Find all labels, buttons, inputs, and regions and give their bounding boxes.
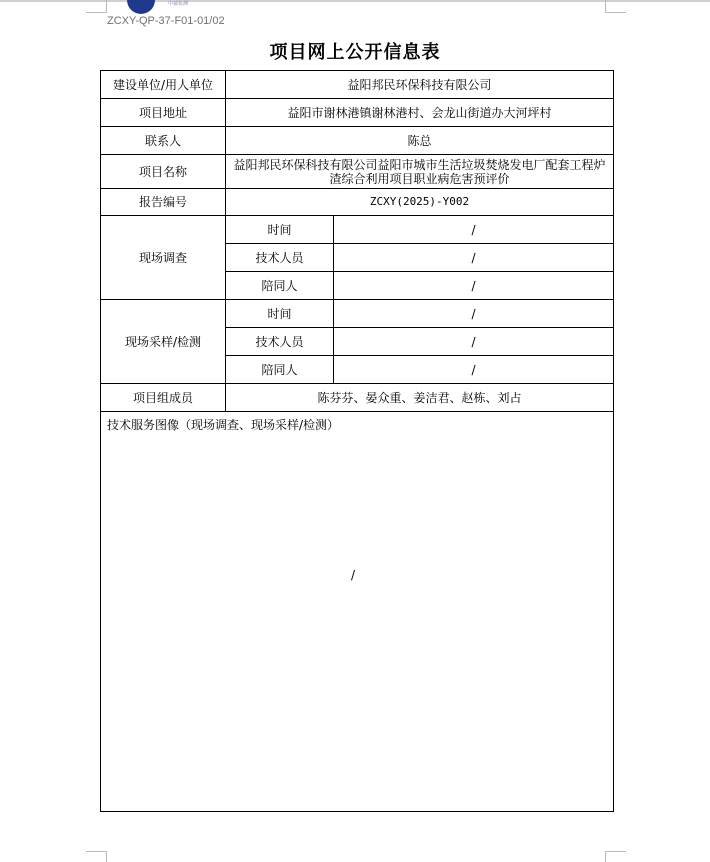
table-row bbox=[101, 189, 614, 216]
row-value: 益阳邦民环保科技有限公司益阳市城市生活垃圾焚烧发电厂配套工程炉渣综合利用项目职业病危害预评价 bbox=[226, 155, 614, 189]
row-label: 项目组成员 bbox=[101, 384, 226, 412]
table-row bbox=[101, 71, 614, 99]
section-label-sampling: 现场采样/检测 bbox=[101, 300, 226, 384]
margin-mark-bottom-right bbox=[605, 851, 626, 862]
sub-value: / bbox=[334, 300, 614, 328]
document-number: ZCXY-QP-37-F01-01/02 bbox=[107, 15, 225, 27]
sub-value: / bbox=[334, 244, 614, 272]
sub-label: 陪同人 bbox=[226, 356, 334, 384]
logo-caption: 中诚检测 bbox=[168, 1, 189, 7]
section-label-survey: 现场调查 bbox=[101, 216, 226, 300]
sub-label: 时间 bbox=[226, 300, 334, 328]
company-logo-icon bbox=[127, 0, 155, 14]
info-table bbox=[100, 70, 614, 812]
row-label: 项目名称 bbox=[101, 155, 226, 189]
sub-value: / bbox=[334, 216, 614, 244]
table-row bbox=[101, 384, 614, 412]
service-images-label: 技术服务图像（现场调查、现场采样/检测） bbox=[107, 418, 340, 432]
row-label: 联系人 bbox=[101, 127, 226, 155]
table-row bbox=[101, 127, 614, 155]
table-row bbox=[101, 300, 614, 328]
page-title: 项目网上公开信息表 bbox=[269, 42, 441, 63]
row-label: 项目地址 bbox=[101, 99, 226, 127]
table-row bbox=[101, 99, 614, 127]
row-value: 益阳市谢林港镇谢林港村、会龙山街道办大河坪村 bbox=[226, 99, 614, 127]
sub-label: 陪同人 bbox=[226, 272, 334, 300]
row-label: 建设单位/用人单位 bbox=[101, 71, 226, 99]
margin-mark-top-right bbox=[605, 0, 626, 13]
service-images-value: / bbox=[351, 568, 356, 582]
table-row bbox=[101, 412, 614, 812]
margin-mark-top-left bbox=[86, 0, 107, 13]
sub-label: 时间 bbox=[226, 216, 334, 244]
project-members: 陈芬芬、晏众重、姜洁君、赵栋、刘占 bbox=[226, 384, 614, 412]
margin-mark-bottom-left bbox=[86, 851, 107, 862]
table-row bbox=[101, 155, 614, 189]
report-number: ZCXY(2025)-Y002 bbox=[226, 189, 614, 216]
row-value: 陈总 bbox=[226, 127, 614, 155]
service-images-cell bbox=[101, 412, 614, 812]
sub-value: / bbox=[334, 356, 614, 384]
row-label: 报告编号 bbox=[101, 189, 226, 216]
table-row bbox=[101, 216, 614, 244]
sub-value: / bbox=[334, 328, 614, 356]
row-value: 益阳邦民环保科技有限公司 bbox=[226, 71, 614, 99]
sub-value: / bbox=[334, 272, 614, 300]
sub-label: 技术人员 bbox=[226, 328, 334, 356]
sub-label: 技术人员 bbox=[226, 244, 334, 272]
